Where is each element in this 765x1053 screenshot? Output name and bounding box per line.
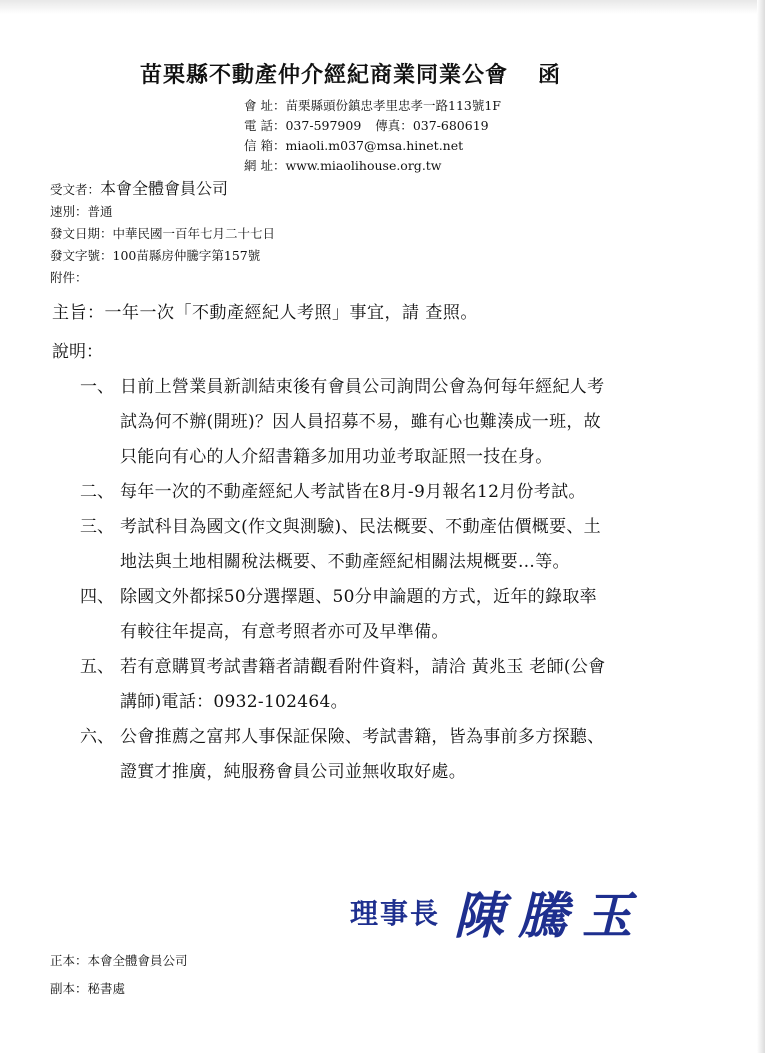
phone-row: [244, 116, 501, 136]
item-number: 二、: [80, 482, 114, 502]
contact-block: [244, 96, 501, 176]
signature-name: 陳騰玉: [454, 886, 647, 945]
document-title: [140, 58, 561, 89]
item-line: 考試科目為國文(作文與測驗)、民法概要、不動產估價概要、土: [120, 517, 601, 537]
association-name: 苗栗縣不動產仲介經紀商業同業公會: [140, 62, 509, 88]
item-line: 證實才推廣，純服務會員公司並無收取好處。: [120, 762, 466, 782]
item-line: 有較往年提高，有意考照者亦可及早準備。: [120, 622, 449, 642]
item-number: 一、: [80, 377, 114, 397]
copy-row: [50, 975, 188, 1003]
doc-number-value: 100苗縣房仲騰字第157號: [112, 248, 261, 263]
date-label: 發文日期：: [50, 226, 113, 241]
fax-value: 037-680619: [412, 118, 489, 133]
list-item: [80, 650, 690, 720]
item-line: 地法與土地相關稅法概要、不動產經紀相關法規概要…等。: [120, 552, 570, 572]
item-line: 若有意購買考試書籍者請觀看附件資料，請洽 黃兆玉 老師(公會: [120, 657, 606, 677]
list-item: [80, 580, 690, 650]
speed-value: 普通: [87, 204, 113, 219]
attachment-row: [50, 267, 275, 289]
list-item: [80, 720, 690, 790]
explanation-heading: 說明：: [52, 342, 103, 362]
item-number: 三、: [80, 517, 114, 537]
item-line: 只能向有心的人介紹書籍多加用功並考取証照一技在身。: [120, 447, 553, 467]
item-number: 六、: [80, 727, 114, 747]
doc-number-label: 發文字號：: [50, 248, 113, 263]
item-line: 公會推薦之富邦人事保証保險、考試書籍，皆為事前多方探聽、: [120, 727, 605, 747]
list-item: [80, 510, 690, 580]
date-value: 中華民國一百年七月二十七日: [112, 226, 276, 241]
item-line: 講師)電話：0932-102464。: [120, 692, 348, 712]
item-line: 試為何不辦(開班)？因人員招募不易，雖有心也難湊成一班，故: [120, 412, 601, 432]
list-item: [80, 370, 690, 475]
website-value: www.miaolihouse.org.tw: [285, 158, 442, 173]
item-line: 每年一次的不動產經紀人考試皆在8月-9月報名12月份考試。: [120, 482, 586, 502]
doc-number-row: [50, 245, 275, 267]
speed-label: 速別：: [50, 204, 88, 219]
phone-label: 電 話：: [244, 118, 286, 133]
item-line: 日前上營業員新訓結束後有會員公司詢問公會為何每年經紀人考: [120, 377, 605, 397]
original-value: 本會全體會員公司: [87, 953, 188, 968]
copy-label: 副本：: [50, 981, 88, 996]
date-row: [50, 223, 275, 245]
item-line: 除國文外都採50分選擇題、50分申論題的方式，近年的錄取率: [120, 587, 597, 607]
meta-block: [50, 178, 275, 289]
subject-text: 一年一次「不動產經紀人考照」事宜，請 查照。: [104, 303, 478, 323]
list-item: [80, 475, 690, 510]
scan-edge-right: [757, 0, 765, 1053]
phone-value: 037-597909: [285, 118, 362, 133]
subject-label: 主旨：: [52, 303, 105, 323]
website-row: [244, 156, 501, 176]
attachment-label: 附件：: [50, 270, 88, 285]
subject-line: [52, 298, 478, 323]
original-label: 正本：: [50, 953, 88, 968]
email-value: miaoli.m037@msa.hinet.net: [285, 138, 464, 153]
recipient-row: [50, 178, 275, 201]
recipient-label: 受文者：: [50, 182, 101, 197]
fax-label: 傳真：: [375, 118, 413, 133]
recipient-value: 本會全體會員公司: [100, 179, 229, 198]
item-number: 四、: [80, 587, 114, 607]
explanation-list: [80, 370, 690, 790]
address-row: [244, 96, 501, 116]
chairman-signature: [350, 876, 646, 948]
copy-value: 秘書處: [87, 981, 126, 996]
address-label: 會 址：: [244, 98, 286, 113]
address-value: 苗栗縣頭份鎮忠孝里忠孝一路113號1F: [285, 98, 501, 113]
email-label: 信 箱：: [244, 138, 286, 153]
website-label: 網 址：: [244, 158, 286, 173]
letter-type: 函: [538, 62, 562, 88]
speed-row: [50, 201, 275, 223]
signature-title: 理事長: [350, 897, 441, 930]
scan-edge-top: [0, 0, 765, 14]
item-number: 五、: [80, 657, 114, 677]
original-row: [50, 947, 188, 975]
distribution-block: [50, 947, 188, 1003]
email-row: [244, 136, 501, 156]
